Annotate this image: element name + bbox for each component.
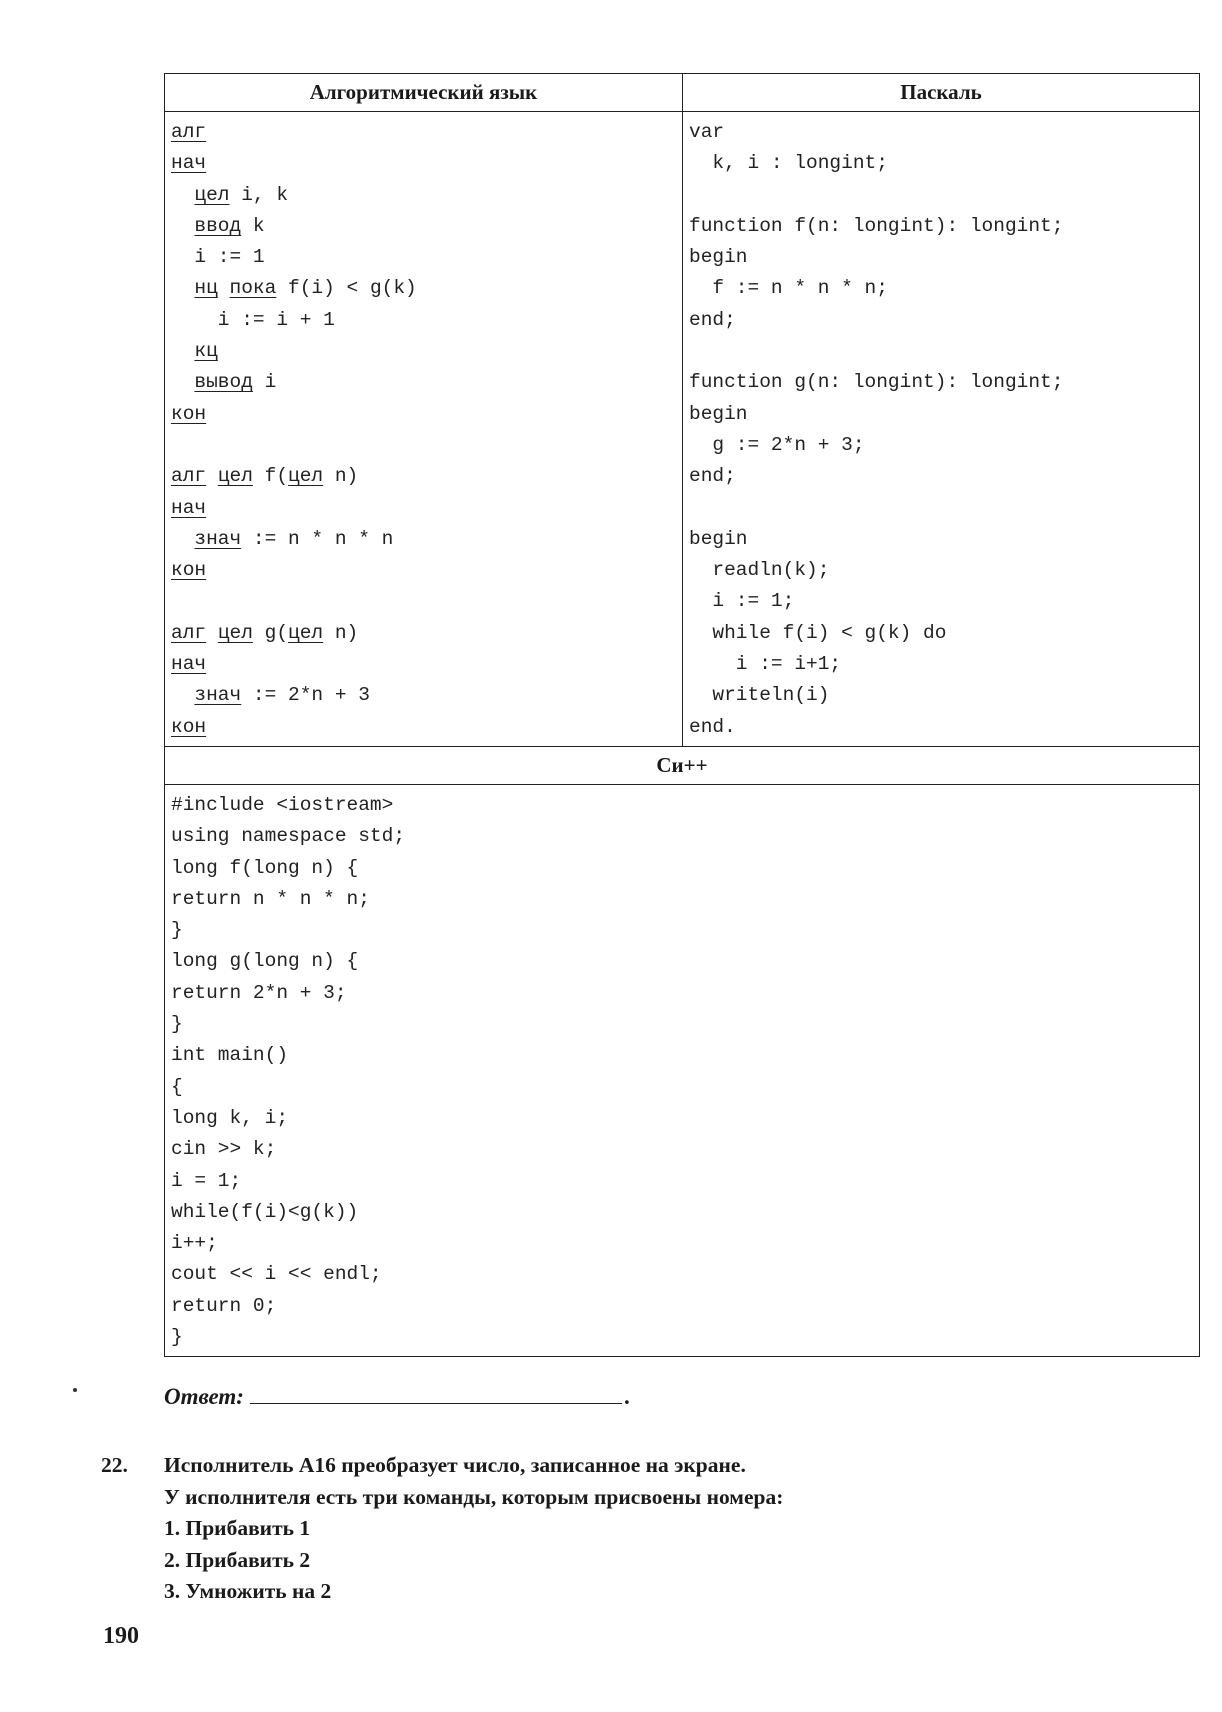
code-line: return 0; <box>171 1294 277 1317</box>
code-line <box>689 493 1199 524</box>
code-line: } <box>171 919 183 942</box>
code-line: g := 2*n + 3; <box>689 433 865 456</box>
code-line: long k, i; <box>171 1106 289 1129</box>
code-line: алг цел f(цел n) <box>171 465 359 488</box>
code-line: i := 1 <box>171 246 265 269</box>
code-line: return 2*n + 3; <box>171 981 347 1004</box>
code-line: readln(k); <box>689 559 830 582</box>
page-number: 190 <box>103 1623 139 1649</box>
code-line: while(f(i)<g(k)) <box>171 1200 359 1223</box>
pascal-code-cell <box>683 112 1200 747</box>
code-line: return n * n * n; <box>171 887 370 910</box>
code-line: кц <box>194 340 218 363</box>
code-line <box>689 336 1199 367</box>
code-line: i := i + 1 <box>171 308 335 331</box>
code-line: ввод k <box>194 214 265 237</box>
code-line: кон <box>171 559 207 582</box>
header-pascal: Паскаль <box>683 74 1200 112</box>
algorithmic-code <box>165 112 682 746</box>
code-line <box>171 586 682 617</box>
code-line: end. <box>689 715 736 738</box>
task-line: 3. Умножить на 2 <box>164 1579 332 1603</box>
code-line: нач <box>171 653 207 676</box>
task-22 <box>101 1450 1201 1608</box>
code-line: знач := n * n * n <box>194 527 394 550</box>
code-line: i = 1; <box>171 1169 242 1192</box>
code-line: нач <box>171 496 207 519</box>
code-line: #include <iostream> <box>171 793 394 816</box>
code-line: cout << i << endl; <box>171 1263 382 1286</box>
margin-dot <box>73 1388 77 1392</box>
code-line: знач := 2*n + 3 <box>194 684 370 707</box>
task-number: 22. <box>101 1453 128 1477</box>
answer-end: . <box>623 1384 630 1409</box>
code-line: i := 1; <box>689 590 795 613</box>
code-line: алг цел g(цел n) <box>171 621 359 644</box>
code-line: using namespace std; <box>171 825 406 848</box>
code-line: f := n * n * n; <box>689 277 888 300</box>
code-line: цел i, k <box>194 183 289 206</box>
code-line: нц пока f(i) < g(k) <box>194 277 417 300</box>
code-line: begin <box>689 246 748 269</box>
code-line: begin <box>689 527 748 550</box>
code-line: } <box>171 1013 183 1036</box>
cpp-code <box>165 785 1199 1356</box>
code-line: end; <box>689 465 736 488</box>
code-line: long f(long n) { <box>171 856 359 879</box>
algorithmic-code-cell <box>165 112 683 747</box>
header-algorithmic-language: Алгоритмический язык <box>165 74 683 112</box>
task-text <box>164 1450 1201 1608</box>
task-line: У исполнителя есть три команды, которым присвоены номера: <box>164 1484 784 1509</box>
code-line: кон <box>171 402 207 425</box>
pascal-code <box>683 112 1199 746</box>
code-line: writeln(i) <box>689 684 830 707</box>
code-line: k, i : longint; <box>689 152 888 175</box>
header-cpp: Си++ <box>165 746 1200 784</box>
code-line: begin <box>689 402 748 425</box>
code-line: long g(long n) { <box>171 950 359 973</box>
code-line: нач <box>171 152 207 175</box>
code-line: end; <box>689 308 736 331</box>
code-line: i++; <box>171 1232 218 1255</box>
task-line: Исполнитель А16 преобразует число, записанное на экране. <box>164 1453 746 1477</box>
code-line: алг <box>171 121 207 143</box>
code-line: i := i+1; <box>689 653 842 676</box>
answer-line <box>164 1383 630 1410</box>
code-line: int main() <box>171 1044 289 1067</box>
task-line: 1. Прибавить 1 <box>164 1516 311 1540</box>
answer-blank[interactable] <box>250 1383 622 1404</box>
code-line: function g(n: longint): longint; <box>689 371 1064 394</box>
code-line: function f(n: longint): longint; <box>689 214 1064 237</box>
code-line: cin >> k; <box>171 1138 277 1161</box>
cpp-code-cell <box>165 784 1200 1356</box>
answer-label: Ответ: <box>164 1384 244 1409</box>
code-line: вывод i <box>194 371 277 394</box>
code-line <box>171 430 682 461</box>
code-line: { <box>171 1075 183 1098</box>
code-line: var <box>689 121 725 143</box>
task-line: 2. Прибавить 2 <box>164 1547 311 1572</box>
code-line <box>689 180 1199 211</box>
code-line: while f(i) < g(k) do <box>689 621 947 644</box>
code-comparison-table <box>164 73 1200 1357</box>
code-line: } <box>171 1325 183 1348</box>
code-line: кон <box>171 715 207 738</box>
